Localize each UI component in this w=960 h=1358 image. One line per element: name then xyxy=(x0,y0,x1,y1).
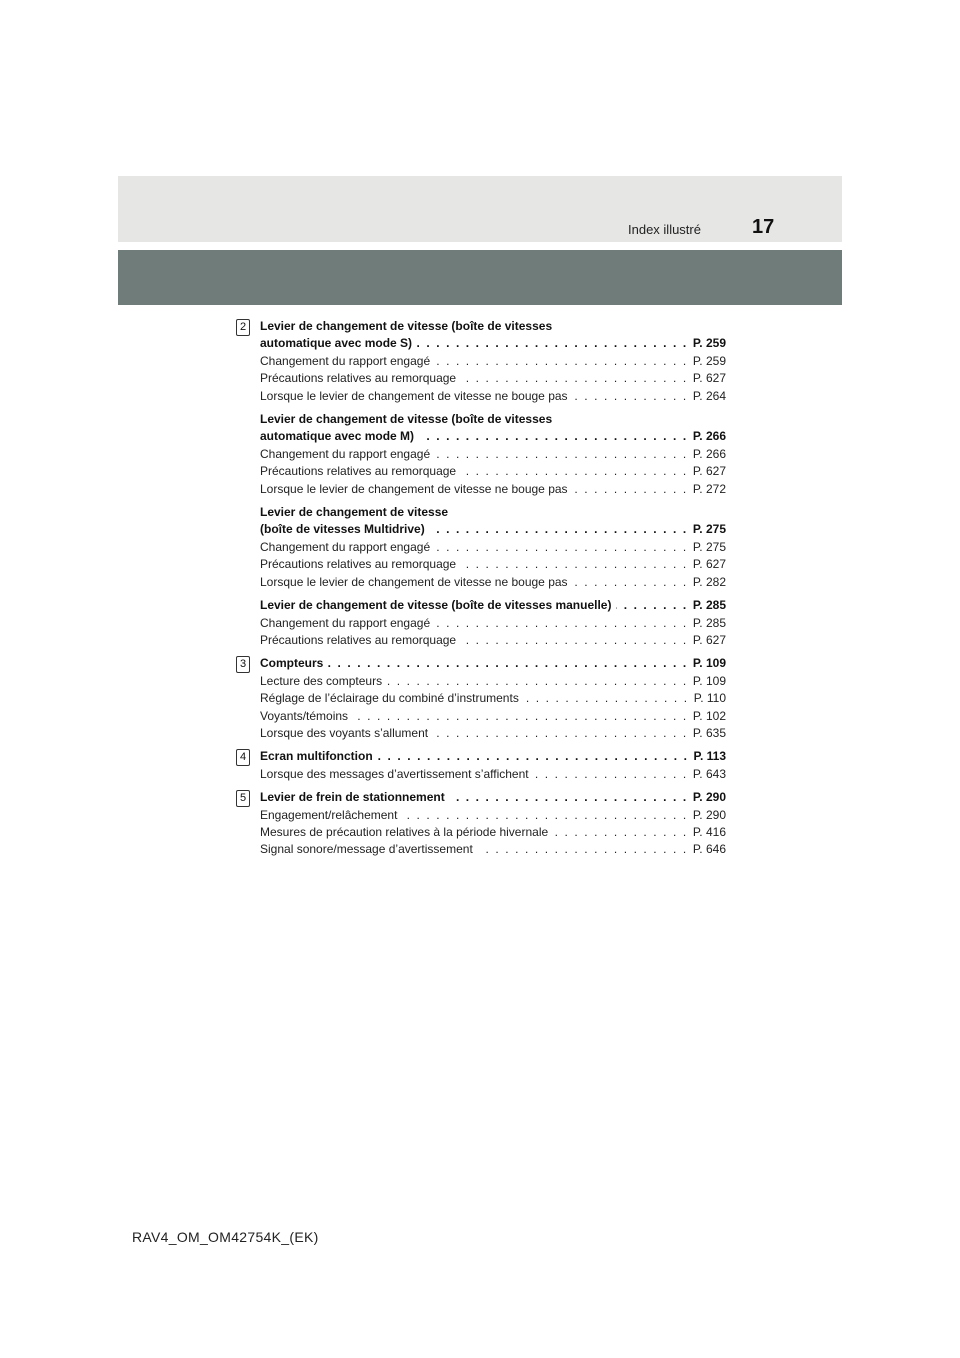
dot-leader xyxy=(524,690,689,707)
sub-entry-row[interactable] xyxy=(260,615,726,632)
sub-entry-label: Précautions relatives au remorquage xyxy=(260,371,457,386)
index-entry xyxy=(260,504,726,591)
sub-entry-label: Changement du rapport engagé xyxy=(260,539,431,554)
sub-entry-row[interactable] xyxy=(260,463,726,480)
page-number: 17 xyxy=(752,216,775,238)
page-reference[interactable]: P. 272 xyxy=(692,481,726,496)
sub-entry-row[interactable] xyxy=(260,824,726,841)
dot-leader xyxy=(461,463,688,480)
entry-heading-label: automatique avec mode S) xyxy=(260,336,413,351)
entry-heading-row[interactable] xyxy=(260,428,726,445)
dot-leader xyxy=(435,615,688,632)
page-reference[interactable]: P. 275 xyxy=(692,522,726,537)
sub-entry-label: Signal sonore/message d’avertissement xyxy=(260,842,473,857)
sub-entry-row[interactable] xyxy=(260,446,726,463)
sub-entry-label: Changement du rapport engagé xyxy=(260,353,431,368)
page-reference[interactable]: P. 643 xyxy=(692,766,726,781)
page-reference[interactable]: P. 285 xyxy=(692,615,726,630)
item-number-badge: 5 xyxy=(236,790,250,807)
page-reference[interactable]: P. 627 xyxy=(692,632,726,647)
page-reference[interactable]: P. 109 xyxy=(692,656,726,671)
dot-leader xyxy=(616,597,687,614)
index-entry xyxy=(260,789,726,859)
index-entry xyxy=(260,655,726,742)
dot-leader xyxy=(573,481,688,498)
sub-entry-row[interactable] xyxy=(260,481,726,498)
item-number-badge: 2 xyxy=(236,319,250,336)
page-reference[interactable]: P. 627 xyxy=(692,557,726,572)
dot-leader xyxy=(478,841,688,858)
sub-entry-label: Voyants/témoins xyxy=(260,708,349,723)
page-reference[interactable]: P. 290 xyxy=(692,790,726,805)
dot-leader xyxy=(433,725,688,742)
page-reference[interactable]: P. 627 xyxy=(692,371,726,386)
item-number-badge: 4 xyxy=(236,749,250,766)
index-entry xyxy=(260,597,726,649)
sub-entry-label: Précautions relatives au remorquage xyxy=(260,632,457,647)
sub-entry-label: Lecture des compteurs xyxy=(260,673,383,688)
dot-leader xyxy=(435,353,688,370)
sub-entry-row[interactable] xyxy=(260,370,726,387)
sub-entry-row[interactable] xyxy=(260,353,726,370)
entry-heading-row[interactable] xyxy=(260,521,726,538)
index-group xyxy=(236,789,726,859)
index-group xyxy=(236,748,726,783)
dot-leader xyxy=(534,766,688,783)
sub-entry-row[interactable] xyxy=(260,539,726,556)
sub-entry-label: Lorsque le levier de changement de vitesse ne bouge pas xyxy=(260,481,568,496)
dot-leader xyxy=(553,824,688,841)
entry-heading-label: (boîte de vitesses Multidrive) xyxy=(260,522,425,537)
sub-entry-row[interactable] xyxy=(260,725,726,742)
document-code: RAV4_OM_OM42754K_(EK) xyxy=(132,1229,319,1245)
sub-entry-label: Engagement/relâchement xyxy=(260,807,398,822)
entry-heading-label: Levier de frein de stationnement xyxy=(260,790,445,805)
entry-heading-label: Ecran multifonction xyxy=(260,749,373,764)
entry-heading-row[interactable] xyxy=(260,748,726,765)
dot-leader xyxy=(573,574,688,591)
sub-entry-label: Changement du rapport engagé xyxy=(260,446,431,461)
entry-heading-label: Compteurs xyxy=(260,656,324,671)
page-reference[interactable]: P. 275 xyxy=(692,539,726,554)
dot-leader xyxy=(573,388,688,405)
page-reference[interactable]: P. 110 xyxy=(693,691,726,706)
dot-leader xyxy=(419,428,688,445)
dot-leader xyxy=(378,748,689,765)
dot-leader xyxy=(461,632,688,649)
entry-heading-label: automatique avec mode M) xyxy=(260,429,415,444)
page-reference[interactable]: P. 259 xyxy=(692,353,726,368)
entry-heading-line: Levier de changement de vitesse xyxy=(260,505,449,520)
sub-entry-label: Mesures de précaution relatives à la période hivernale xyxy=(260,824,549,839)
sub-entry-row[interactable] xyxy=(260,556,726,573)
index-group xyxy=(236,318,726,649)
page-reference[interactable]: P. 259 xyxy=(692,336,726,351)
index-list xyxy=(236,318,726,859)
entry-heading-row[interactable] xyxy=(260,655,726,672)
page-reference[interactable]: P. 264 xyxy=(692,388,726,403)
dot-leader xyxy=(328,655,688,672)
entry-heading-row[interactable] xyxy=(260,335,726,352)
dot-leader xyxy=(435,539,688,556)
header-band xyxy=(118,176,842,242)
dot-leader xyxy=(387,673,688,690)
page-reference[interactable]: P. 113 xyxy=(693,749,726,764)
dot-leader xyxy=(353,708,688,725)
dot-leader xyxy=(435,446,688,463)
entry-heading-row[interactable] xyxy=(260,789,726,806)
sub-entry-label: Précautions relatives au remorquage xyxy=(260,464,457,479)
index-entry xyxy=(260,748,726,783)
entry-heading-row[interactable] xyxy=(260,597,726,614)
dot-leader xyxy=(402,807,687,824)
item-number-badge: 3 xyxy=(236,656,250,673)
sub-entry-row[interactable] xyxy=(260,841,726,858)
dot-leader xyxy=(430,521,688,538)
sub-entry-label: Précautions relatives au remorquage xyxy=(260,557,457,572)
index-entry xyxy=(260,318,726,405)
dot-leader xyxy=(450,789,688,806)
sub-entry-label: Lorsque des voyants s’allument xyxy=(260,725,429,740)
sub-entry-row[interactable] xyxy=(260,708,726,725)
section-title: Index illustré xyxy=(628,222,701,237)
sub-entry-label: Lorsque le levier de changement de vitesse ne bouge pas xyxy=(260,388,568,403)
sub-entry-row[interactable] xyxy=(260,673,726,690)
sub-entry-label: Changement du rapport engagé xyxy=(260,615,431,630)
sub-entry-row[interactable] xyxy=(260,690,726,707)
page-reference[interactable]: P. 266 xyxy=(692,446,726,461)
page-reference[interactable]: P. 635 xyxy=(692,725,726,740)
page-reference[interactable]: P. 109 xyxy=(692,673,726,688)
sub-entry-row[interactable] xyxy=(260,388,726,405)
page-reference[interactable]: P. 102 xyxy=(692,708,726,723)
page-reference[interactable]: P. 282 xyxy=(692,574,726,589)
sub-entry-row[interactable] xyxy=(260,632,726,649)
sub-entry-row[interactable] xyxy=(260,807,726,824)
index-group xyxy=(236,655,726,742)
page-reference[interactable]: P. 416 xyxy=(692,824,726,839)
sub-entry-label: Lorsque le levier de changement de vitesse ne bouge pas xyxy=(260,574,568,589)
page-reference[interactable]: P. 285 xyxy=(692,598,726,613)
page-reference[interactable]: P. 627 xyxy=(692,464,726,479)
dot-leader xyxy=(461,370,688,387)
page-reference[interactable]: P. 646 xyxy=(692,842,726,857)
dot-leader xyxy=(417,335,688,352)
header-bar xyxy=(118,250,842,305)
sub-entry-label: Lorsque des messages d’avertissement s’affichent xyxy=(260,766,529,781)
sub-entry-label: Réglage de l’éclairage du combiné d’instruments xyxy=(260,691,519,706)
sub-entry-row[interactable] xyxy=(260,766,726,783)
sub-entry-row[interactable] xyxy=(260,574,726,591)
entry-heading-line: Levier de changement de vitesse (boîte de vitesses xyxy=(260,319,553,333)
dot-leader xyxy=(461,556,688,573)
page-reference[interactable]: P. 290 xyxy=(692,807,726,822)
entry-heading-label: Levier de changement de vitesse (boîte de vitesses manuelle) xyxy=(260,598,612,613)
index-entry xyxy=(260,411,726,498)
page-reference[interactable]: P. 266 xyxy=(692,429,726,444)
entry-heading-line: Levier de changement de vitesse (boîte de vitesses xyxy=(260,412,553,427)
